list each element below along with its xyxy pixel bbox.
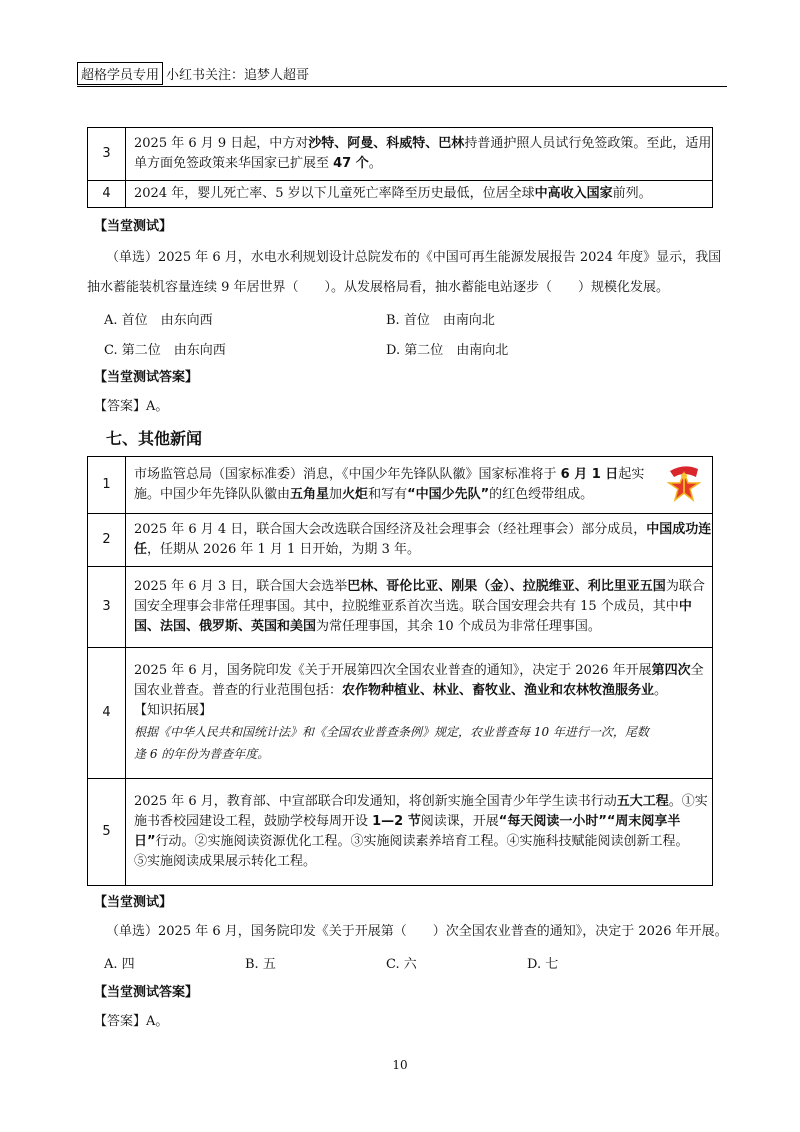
page-header	[77, 62, 309, 85]
quiz-heading: 【当堂测试】	[94, 219, 173, 234]
row-number: 4	[88, 181, 126, 208]
page-number: 10	[392, 1058, 408, 1072]
row-text: 2025 年 6 月，教育部、中宣部联合印发通知，将创新实施全国青少年学生读书行动五大工程。①实 施书香校园建设工程，鼓励学校每周开设 1—2 节阅读课，开展“每天阅读一小时”“周末阅享半 日”行动。②实施阅读资源优化工程。③实施阅读素养培育工程。④实施科技赋能阅读创新工程。 ⑤实施阅读成果展示转化工程。	[126, 779, 713, 886]
header-note: 小红书关注：追梦人超哥	[166, 68, 310, 83]
quiz-option-b: B. 五	[245, 957, 276, 972]
section-title: 七、其他新闻	[106, 429, 203, 448]
knowledge-extension-line1: 根据《中华人民共和国统计法》和《全国农业普查条例》规定，农业普查每 10 年进行一次，尾数	[134, 725, 649, 739]
table-row	[88, 457, 713, 514]
table-row	[88, 514, 713, 567]
row-text: 市场监管总局（国家标准委）消息，《中国少年先锋队队徽》国家标准将于 6 月 1 日起实 施。中国少年先锋队队徽由五角星加火炬和写有“中国少先队”的红色绶带组成。	[126, 457, 713, 514]
row-text: 2025 年 6 月 3 日，联合国大会选举巴林、哥伦比亚、刚果（金）、拉脱维亚、利比里亚五国为联合 国安全理事会非常任理事国。其中，拉脱维亚系首次当选。联合国安理会共有 15 个成员，其中中 国、法国、俄罗斯、英国和美国为常任理事国，其余 10 个成员为非常任理事国。	[126, 567, 713, 648]
news-table	[87, 456, 713, 886]
quiz-option-d: D. 第二位 由南向北	[386, 343, 509, 358]
quiz-answer-heading: 【当堂测试答案】	[94, 370, 199, 385]
quiz-option-d: D. 七	[527, 957, 559, 972]
quiz-option-a: A. 首位 由东向西	[104, 313, 213, 328]
quiz-question-line1: （单选）2025 年 6 月，水电水利规划设计总院发布的《中国可再生能源发展报告 2024 年度》显示，我国	[106, 250, 722, 265]
row-number: 4	[88, 648, 126, 779]
quiz-question-line2: 抽水蓄能装机容量连续 9 年居世界（ ）。从发展格局看，抽水蓄能电站逐步（ ）规模化发展。	[87, 280, 670, 295]
row-number: 1	[88, 457, 126, 514]
row-number: 3	[88, 567, 126, 648]
row-number: 2	[88, 514, 126, 567]
row-number: 3	[88, 128, 126, 181]
row-text: 2024 年，婴儿死亡率、5 岁以下儿童死亡率降至历史最低，位居全球中高收入国家前列。	[126, 181, 713, 208]
row-text: 2025 年 6 月 4 日，联合国大会改选联合国经济及社会理事会（经社理事会）部分成员，中国成功连 任，任期从 2026 年 1 月 1 日开始，为期 3 年。	[126, 514, 713, 567]
quiz-answer-heading: 【当堂测试答案】	[94, 985, 199, 1000]
knowledge-extension-line2: 逢 6 的年份为普查年度。	[134, 747, 270, 761]
news-table-top	[87, 127, 713, 208]
quiz-option-a: A. 四	[104, 957, 135, 972]
row-number: 5	[88, 779, 126, 886]
pioneer-badge-icon	[664, 463, 704, 503]
quiz-heading: 【当堂测试】	[94, 895, 173, 910]
row-text: 2025 年 6 月 9 日起，中方对沙特、阿曼、科威特、巴林持普通护照人员试行免签政策。至此，适用 单方面免签政策来华国家已扩展至 47 个。	[126, 128, 713, 181]
table-row	[88, 128, 713, 181]
quiz-option-b: B. 首位 由南向北	[386, 313, 495, 328]
header-divider	[77, 86, 727, 87]
table-row	[88, 567, 713, 648]
quiz-option-c: C. 第二位 由东向西	[104, 343, 226, 358]
quiz-answer: 【答案】A。	[94, 399, 169, 414]
knowledge-extension-heading: 【知识拓展】	[134, 703, 213, 718]
quiz-question: （单选）2025 年 6 月，国务院印发《关于开展第（ ）次全国农业普查的通知》，决定于 2026 年开展。	[106, 924, 728, 939]
quiz-option-c: C. 六	[386, 957, 417, 972]
header-tag: 超格学员专用	[77, 62, 163, 85]
quiz-answer: 【答案】A。	[94, 1014, 169, 1029]
table-row	[88, 181, 713, 208]
row-text: 2025 年 6 月，国务院印发《关于开展第四次全国农业普查的通知》，决定于 2026 年开展第四次全 国农业普查。普查的行业范围包括：农作物种植业、林业、畜牧业、渔业和农林牧渔服务业。 【知识拓展】 根据《中华人民共和国统计法》和《全国农业普查条例》规定，农业普查每 10 年进行一次，尾数 逢 6 的年份为普查年度。	[126, 648, 713, 779]
table-row	[88, 779, 713, 886]
table-row	[88, 648, 713, 779]
